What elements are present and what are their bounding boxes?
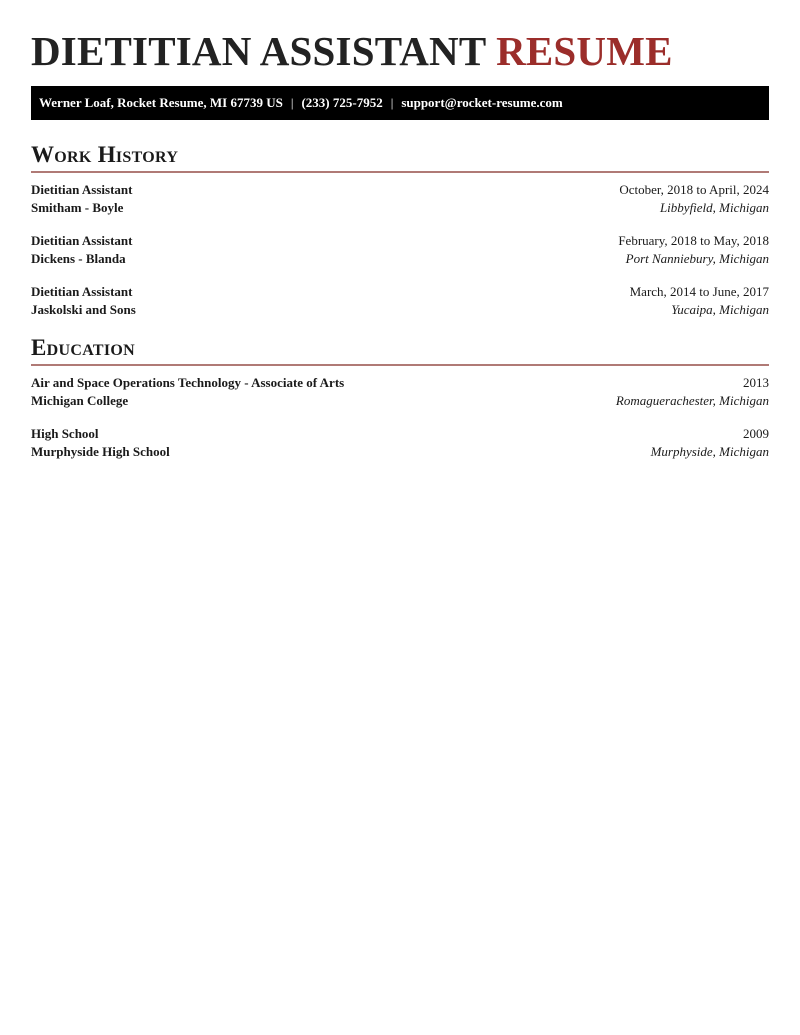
contact-phone: (233) 725-7952: [301, 95, 383, 110]
job-dates: October, 2018 to April, 2024: [619, 182, 769, 197]
work-history-list: [31, 181, 769, 318]
job-title: Dietitian Assistant: [31, 233, 133, 248]
education-entry: [31, 374, 769, 409]
degree-name: Air and Space Operations Technology - Associate of Arts: [31, 375, 345, 390]
work-entry: [31, 181, 769, 216]
education-heading: Education: [31, 335, 135, 360]
work-history-heading: Work History: [31, 142, 179, 167]
job-dates: March, 2014 to June, 2017: [629, 284, 769, 299]
school-location: Murphyside, Michigan: [650, 443, 769, 459]
school-name: Michigan College: [31, 392, 129, 408]
job-location: Libbyfield, Michigan: [659, 199, 769, 215]
contact-email: support@rocket-resume.com: [401, 95, 563, 110]
degree-name: High School: [31, 426, 99, 441]
job-title: Dietitian Assistant: [31, 182, 133, 197]
contact-separator: |: [390, 95, 394, 110]
school-location: Romaguerachester, Michigan: [615, 392, 769, 408]
graduation-year: 2013: [743, 375, 769, 390]
job-location: Yucaipa, Michigan: [671, 301, 769, 317]
education-entry: [31, 425, 769, 460]
company-name: Smitham - Boyle: [31, 199, 124, 215]
school-name: Murphyside High School: [31, 443, 170, 459]
education-list: [31, 374, 769, 460]
title-main: DIETITIAN ASSISTANT: [31, 28, 486, 74]
section-divider: [31, 171, 769, 173]
resume-title: [31, 0, 769, 73]
contact-address: Werner Loaf, Rocket Resume, MI 67739 US: [39, 95, 283, 110]
job-location: Port Nanniebury, Michigan: [625, 250, 769, 266]
section-divider: [31, 364, 769, 366]
contact-separator: |: [290, 95, 294, 110]
contact-bar: [31, 86, 769, 120]
title-accent: RESUME: [496, 28, 673, 74]
company-name: Jaskolski and Sons: [31, 301, 136, 317]
job-dates: February, 2018 to May, 2018: [618, 233, 769, 248]
job-title: Dietitian Assistant: [31, 284, 133, 299]
work-entry: [31, 283, 769, 318]
work-entry: [31, 232, 769, 267]
graduation-year: 2009: [743, 426, 769, 441]
company-name: Dickens - Blanda: [31, 250, 126, 266]
